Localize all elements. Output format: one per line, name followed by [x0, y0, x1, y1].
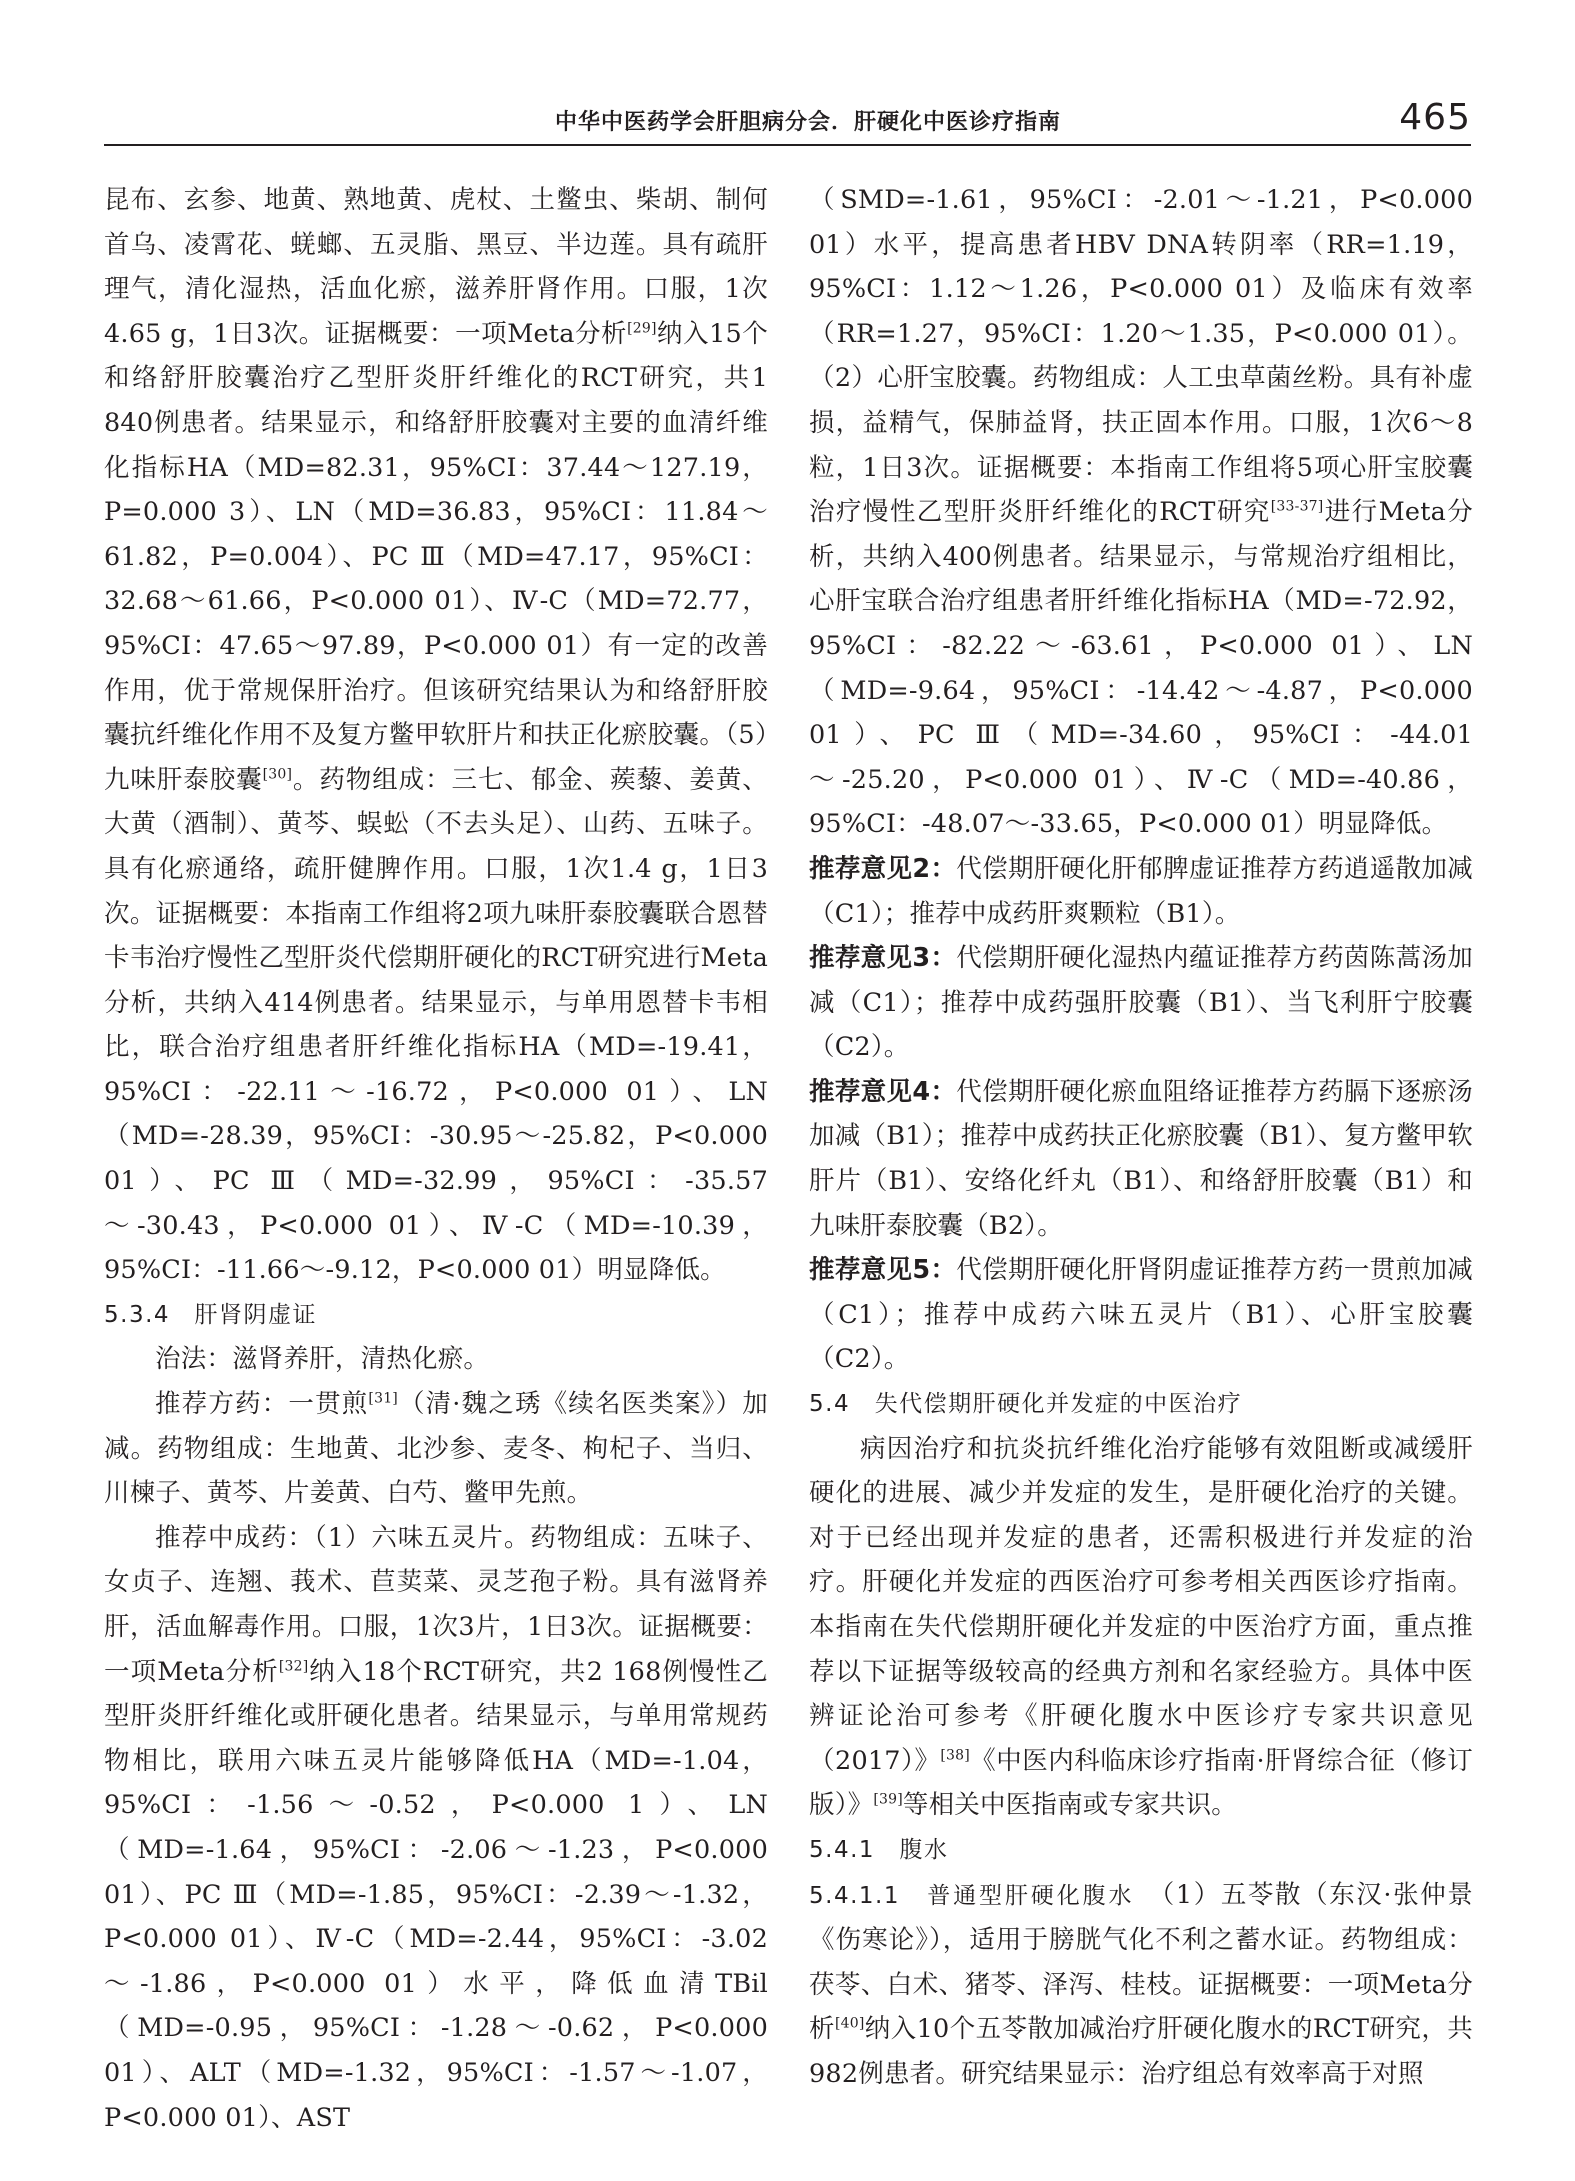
text-run: 推荐方药：一贯煎: [155, 1389, 369, 1420]
paragraph: [104, 1382, 768, 1516]
right-column: [809, 178, 1473, 2097]
recommendation-5: [809, 1248, 1473, 1382]
text-run: 等相关中医指南或专家共识。: [902, 1790, 1238, 1821]
recommendation-label: 推荐意见2：: [809, 853, 957, 884]
left-column: [104, 178, 768, 2140]
text-run: 代偿期肝硬化肝肾阴虚证推荐方药一贯煎加减（C1）；推荐中成药六味五灵片（B1）、心肝宝胶囊（C2）。: [809, 1255, 1473, 1375]
text-run: （清·魏之琇《续名医类案》）加减。药物组成：生地黄、北沙参、麦冬、枸杞子、当归、川楝子、黄芩、片姜黄、白芍、鳖甲先煎。: [104, 1389, 768, 1509]
section-heading-5-3-4: 5.3.4 肝肾阴虚证: [104, 1301, 318, 1328]
text-run: 推荐中成药：（1）六味五灵片。药物组成：五味子、女贞子、连翘、莪术、苣荬菜、灵芝孢子粉。具有滋肾养肝，活血解毒作用。口服，1次3片，1日3次。证据概要：一项Meta分析: [104, 1522, 768, 1687]
citation[interactable]: [29]: [627, 320, 657, 337]
citation[interactable]: [32]: [278, 1658, 309, 1675]
recommendation-label: 推荐意见3：: [809, 943, 957, 974]
paragraph: [104, 1516, 768, 2140]
citation[interactable]: [38]: [940, 1747, 970, 1764]
section-heading-5-4: 5.4 失代偿期肝硬化并发症的中医治疗: [809, 1391, 1243, 1418]
text-run: 昆布、玄参、地黄、熟地黄、虎杖、土鳖虫、柴胡、制何首乌、凌霄花、蜣螂、五灵脂、黑豆、半边莲。具有疏肝理气，清化湿热，活血化瘀，滋养肝肾作用。口服，1次4.65 g，1日3次。证据概要：一项Meta分析: [104, 185, 768, 349]
citation[interactable]: [30]: [262, 766, 293, 783]
running-header: [104, 92, 1471, 146]
section-heading-5-4-1-1: 5.4.1.1 普通型肝硬化腹水: [809, 1882, 1135, 1909]
paragraph-treatment: 治法：滋肾养肝，清热化瘀。: [155, 1344, 490, 1375]
text-run: 纳入15个和络舒肝胶囊治疗乙型肝炎肝纤维化的RCT研究，共1 840例患者。结果显示，和络舒肝胶囊对主要的血清纤维化指标HA（MD=82.31，95%CI：37.44～127.19，P=0.000 3）、LN（MD=36.83，95%CI：11.84～61.82，P=0.004）、PC Ⅲ（MD=47.17，95%CI：32.68～61.66，P<0.000 01）、Ⅳ-C（MD=72.77，95%CI：47.65～97.89，P<0.000 01）有一定的改善作用，优于常规保肝治疗。但该研究结果认为和络舒肝胶囊抗纤维化作用不及复方鳖甲软肝片和扶正化瘀胶囊。（5）九味肝泰胶囊: [104, 318, 769, 795]
recommendation-label: 推荐意见4：: [809, 1076, 957, 1107]
paragraph: [809, 1427, 1473, 1828]
paragraph: [104, 178, 768, 1293]
paragraph: [809, 1873, 1473, 2097]
recommendation-label: 推荐意见5：: [809, 1255, 957, 1286]
citation[interactable]: [40]: [834, 2015, 865, 2032]
text-run: 病因治疗和抗炎抗纤维化治疗能够有效阻断或减缓肝硬化的进展、减少并发症的发生，是肝硬化治疗的关键。对于已经出现并发症的患者，还需积极进行并发症的治疗。肝硬化并发症的西医治疗可参考相关西医诊疗指南。本指南在失代偿期肝硬化并发症的中医治疗方面，重点推荐以下证据等级较高的经典方剂和名家经验方。具体中医辨证论治可参考《肝硬化腹水中医诊疗专家共识意见（2017）》: [809, 1433, 1473, 1776]
citation[interactable]: [33-37]: [1270, 498, 1324, 515]
text-run: 《中医内科临床诊疗指南·肝肾综合征（修订版）》: [809, 1745, 1474, 1821]
citation[interactable]: [31]: [368, 1390, 398, 1407]
text-run: 代偿期肝硬化肝郁脾虚证推荐方药逍遥散加减（C1）；推荐中成药肝爽颗粒（B1）。: [809, 853, 1473, 929]
journal-running-title: 中华中医药学会肝胆病分会．肝硬化中医诊疗指南: [554, 110, 1061, 135]
section-heading-5-4-1: 5.4.1 腹水: [809, 1836, 949, 1863]
page-number: 465: [1399, 97, 1471, 138]
recommendation-3: [809, 936, 1473, 1070]
text-run: 代偿期肝硬化湿热内蕴证推荐方药茵陈蒿汤加减（C1）；推荐中成药强肝胶囊（B1）、当飞利肝宁胶囊（C2）。: [809, 943, 1473, 1063]
text-run: （SMD=-1.61，95%CI：-2.01～-1.21，P<0.000 01）水平，提高患者HBV DNA转阴率（RR=1.19，95%CI：1.12～1.26，P<0.000 01）及临床有效率（RR=1.27，95%CI：1.20～1.35，P<0.000 01）。（2）心肝宝胶囊。药物组成：人工虫草菌丝粉。具有补虚损，益精气，保肺益肾，扶正固本作用。口服，1次6～8粒，1日3次。证据概要：本指南工作组将5项心肝宝胶囊治疗慢性乙型肝炎肝纤维化的RCT研究: [809, 185, 1473, 528]
text-run: （1）五苓散（东汉·张仲景《伤寒论》），适用于膀胱气化不利之蓄水证。药物组成：茯苓、白术、猪苓、泽泻、桂枝。证据概要：一项Meta分析: [809, 1879, 1473, 2045]
text-run: 纳入10个五苓散加减治疗肝硬化腹水的RCT研究，共982例患者。研究结果显示：治疗组总有效率高于对照: [809, 2014, 1474, 2089]
recommendation-2: [809, 847, 1473, 936]
text-run: 。药物组成：三七、郁金、蒺藜、姜黄、大黄（酒制）、黄芩、蜈蚣（不去头足）、山药、五味子。具有化瘀通络，疏肝健脾作用。口服，1次1.4 g，1日3次。证据概要：本指南工作组将2项九味肝泰胶囊联合恩替卡韦治疗慢性乙型肝炎代偿期肝硬化的RCT研究进行Meta分析，共纳入414例患者。结果显示，与单用恩替卡韦相比，联合治疗组患者肝纤维化指标HA（MD=-19.41，95%CI：-22.11～-16.72，P<0.000 01）、LN（MD=-28.39，95%CI：-30.95～-25.82，P<0.000 01）、PC Ⅲ（MD=-32.99，95%CI：-35.57～-30.43，P<0.000 01）、Ⅳ-C（MD=-10.39，95%CI：-11.66～-9.12，P<0.000 01）明显降低。: [104, 764, 769, 1286]
text-run: 代偿期肝硬化瘀血阻络证推荐方药膈下逐瘀汤加减（B1）；推荐中成药扶正化瘀胶囊（B1）、复方鳖甲软肝片（B1）、安络化纤丸（B1）、和络舒肝胶囊（B1）和九味肝泰胶囊（B2）。: [809, 1076, 1473, 1241]
text-run: 进行Meta分析，共纳入400例患者。结果显示，与常规治疗组相比，心肝宝联合治疗组患者肝纤维化指标HA（MD=-72.92，95%CI：-82.22～-63.61，P<0.000 01）、LN（MD=-9.64，95%CI：-14.42～-4.87，P<0.000 01）、PC Ⅲ（MD=-34.60，95%CI：-44.01～-25.20，P<0.000 01）、Ⅳ-C（MD=-40.86，95%CI：-48.07～-33.65，P<0.000 01）明显降低。: [809, 497, 1473, 840]
recommendation-4: [809, 1070, 1473, 1248]
citation[interactable]: [39]: [873, 1791, 903, 1808]
text-run: 纳入18个RCT研究，共2 168例慢性乙型肝炎肝纤维化或肝硬化患者。结果显示，与单用常规药物相比，联用六味五灵片能够降低HA（MD=-1.04，95%CI：-1.56～-0.52，P<0.000 1）、LN（MD=-1.64，95%CI：-2.06～-1.23，P<0.000 01）、PC Ⅲ（MD=-1.85，95%CI：-2.39～-1.32，P<0.000 01）、Ⅳ-C（MD=-2.44，95%CI：-3.02～-1.86，P<0.000 01）水平，降低血清TBil（MD=-0.95，95%CI：-1.28～-0.62，P<0.000 01）、ALT（MD=-1.32，95%CI：-1.57～-1.07，P<0.000 01）、AST: [104, 1656, 768, 2133]
paragraph: [809, 178, 1473, 847]
